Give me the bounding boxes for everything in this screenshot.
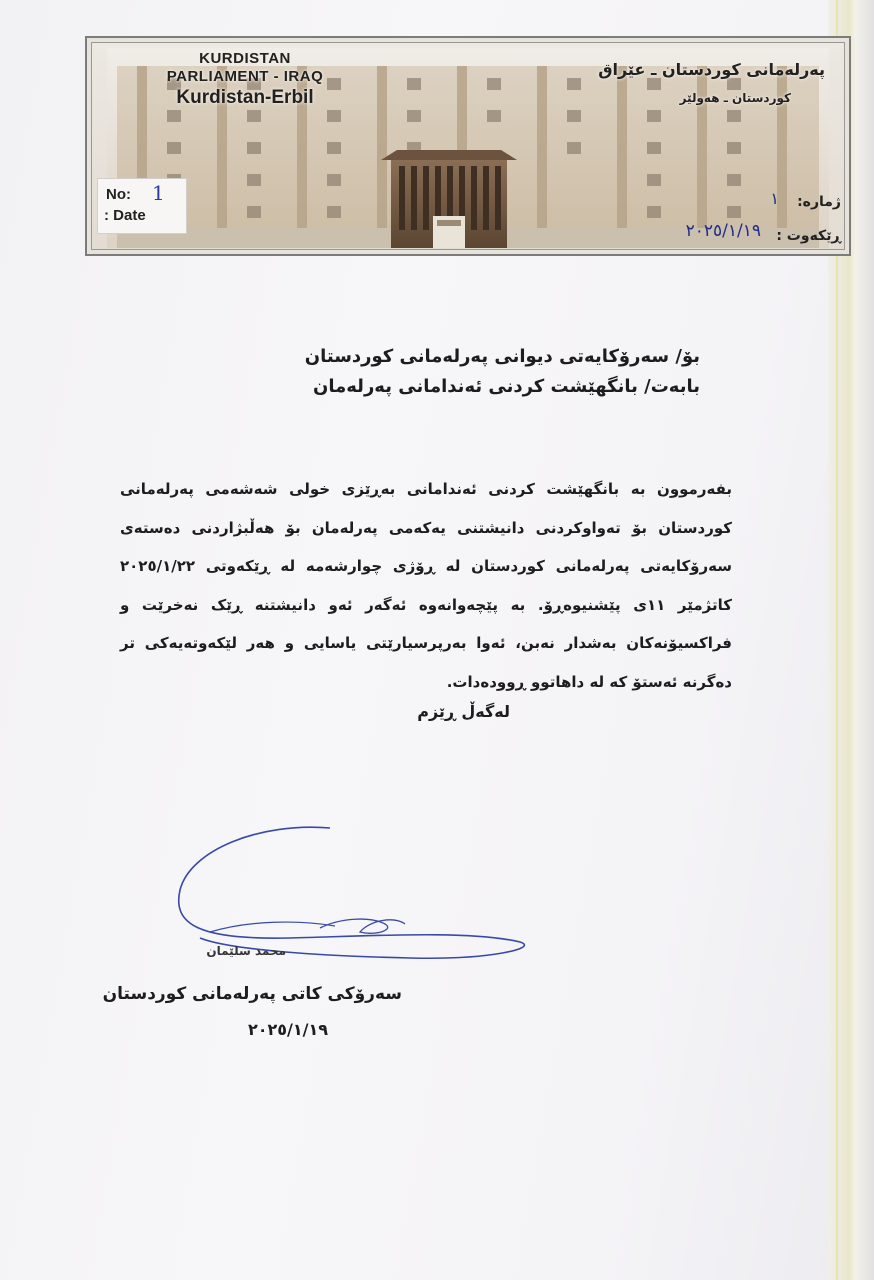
signer-title: سەرۆکی کاتی پەرلەمانی کوردستان [102,984,402,1004]
date-label: : Date [104,207,146,224]
letterhead-en-line3: Kurdistan-Erbil [176,87,314,108]
letterhead-en-line1: KURDISTAN [199,50,291,67]
no-label: No: [106,186,131,203]
closing-regards: لەگەڵ ڕێزم [417,702,510,721]
addressee-subject: بابەت/ بانگهێشت کردنی ئەندامانی پەرلەمان [313,376,700,397]
addressee-block [140,342,700,402]
no-value: 1 [152,181,165,205]
letterhead [85,36,851,256]
ref-number-value: ١ [770,189,779,208]
letterhead-ku-line2: کوردستان ـ هەولێر [679,91,791,105]
reference-box-english [97,178,187,234]
letterhead-ku-line1: پەرلەمانی کوردستان ـ عێراق [598,60,825,79]
reference-box-kurdish [640,188,845,246]
signature-date: ٢٠٢٥/١/١٩ [247,1020,328,1039]
ref-date-value: ٢٠٢٥/١/١٩ [685,221,761,241]
body-paragraph: بفەرموون به بانگهێشت کردنی ئەندامانی بەڕێزی خولی شەشەمی پەرلەمانی کوردستان بۆ تەواوکردنی دانیشتنی یەکەمی پەرلەمان بۆ هەڵبژاردنی دەستەی سەرۆکایەتی پەرلەمانی کوردستان لە ڕۆژی چوارشەمە لە ڕێکەوتی ٢٠٢٥/١/٢٢ کاتژمێر ١١ی پێشنیوەڕۆ. بە پێچەوانەوە ئەگەر ئەو دانیشتنە ڕێک نەخرێت و فراکسیۆنەکان بەشدار نەبن، ئەوا بەرپرسیارێتی یاسایی و هەر لێکەوتەیەکی تر دەگرنە ئەستۆ کە لە داهاتوو ڕوودەدات. [120,480,732,691]
letterhead-english [125,50,365,109]
letterhead-kurdish [598,60,825,105]
addressee-to: بۆ/ سەرۆکایەتی دیوانی پەرلەمانی کوردستان [304,346,700,367]
signer-name: محمد سلێمان [206,944,286,958]
letterhead-en-line2: PARLIAMENT - IRAQ [166,68,324,85]
ref-number-label: ژمارە: [797,194,841,210]
ref-date-label: ڕێکەوت : [776,228,841,244]
